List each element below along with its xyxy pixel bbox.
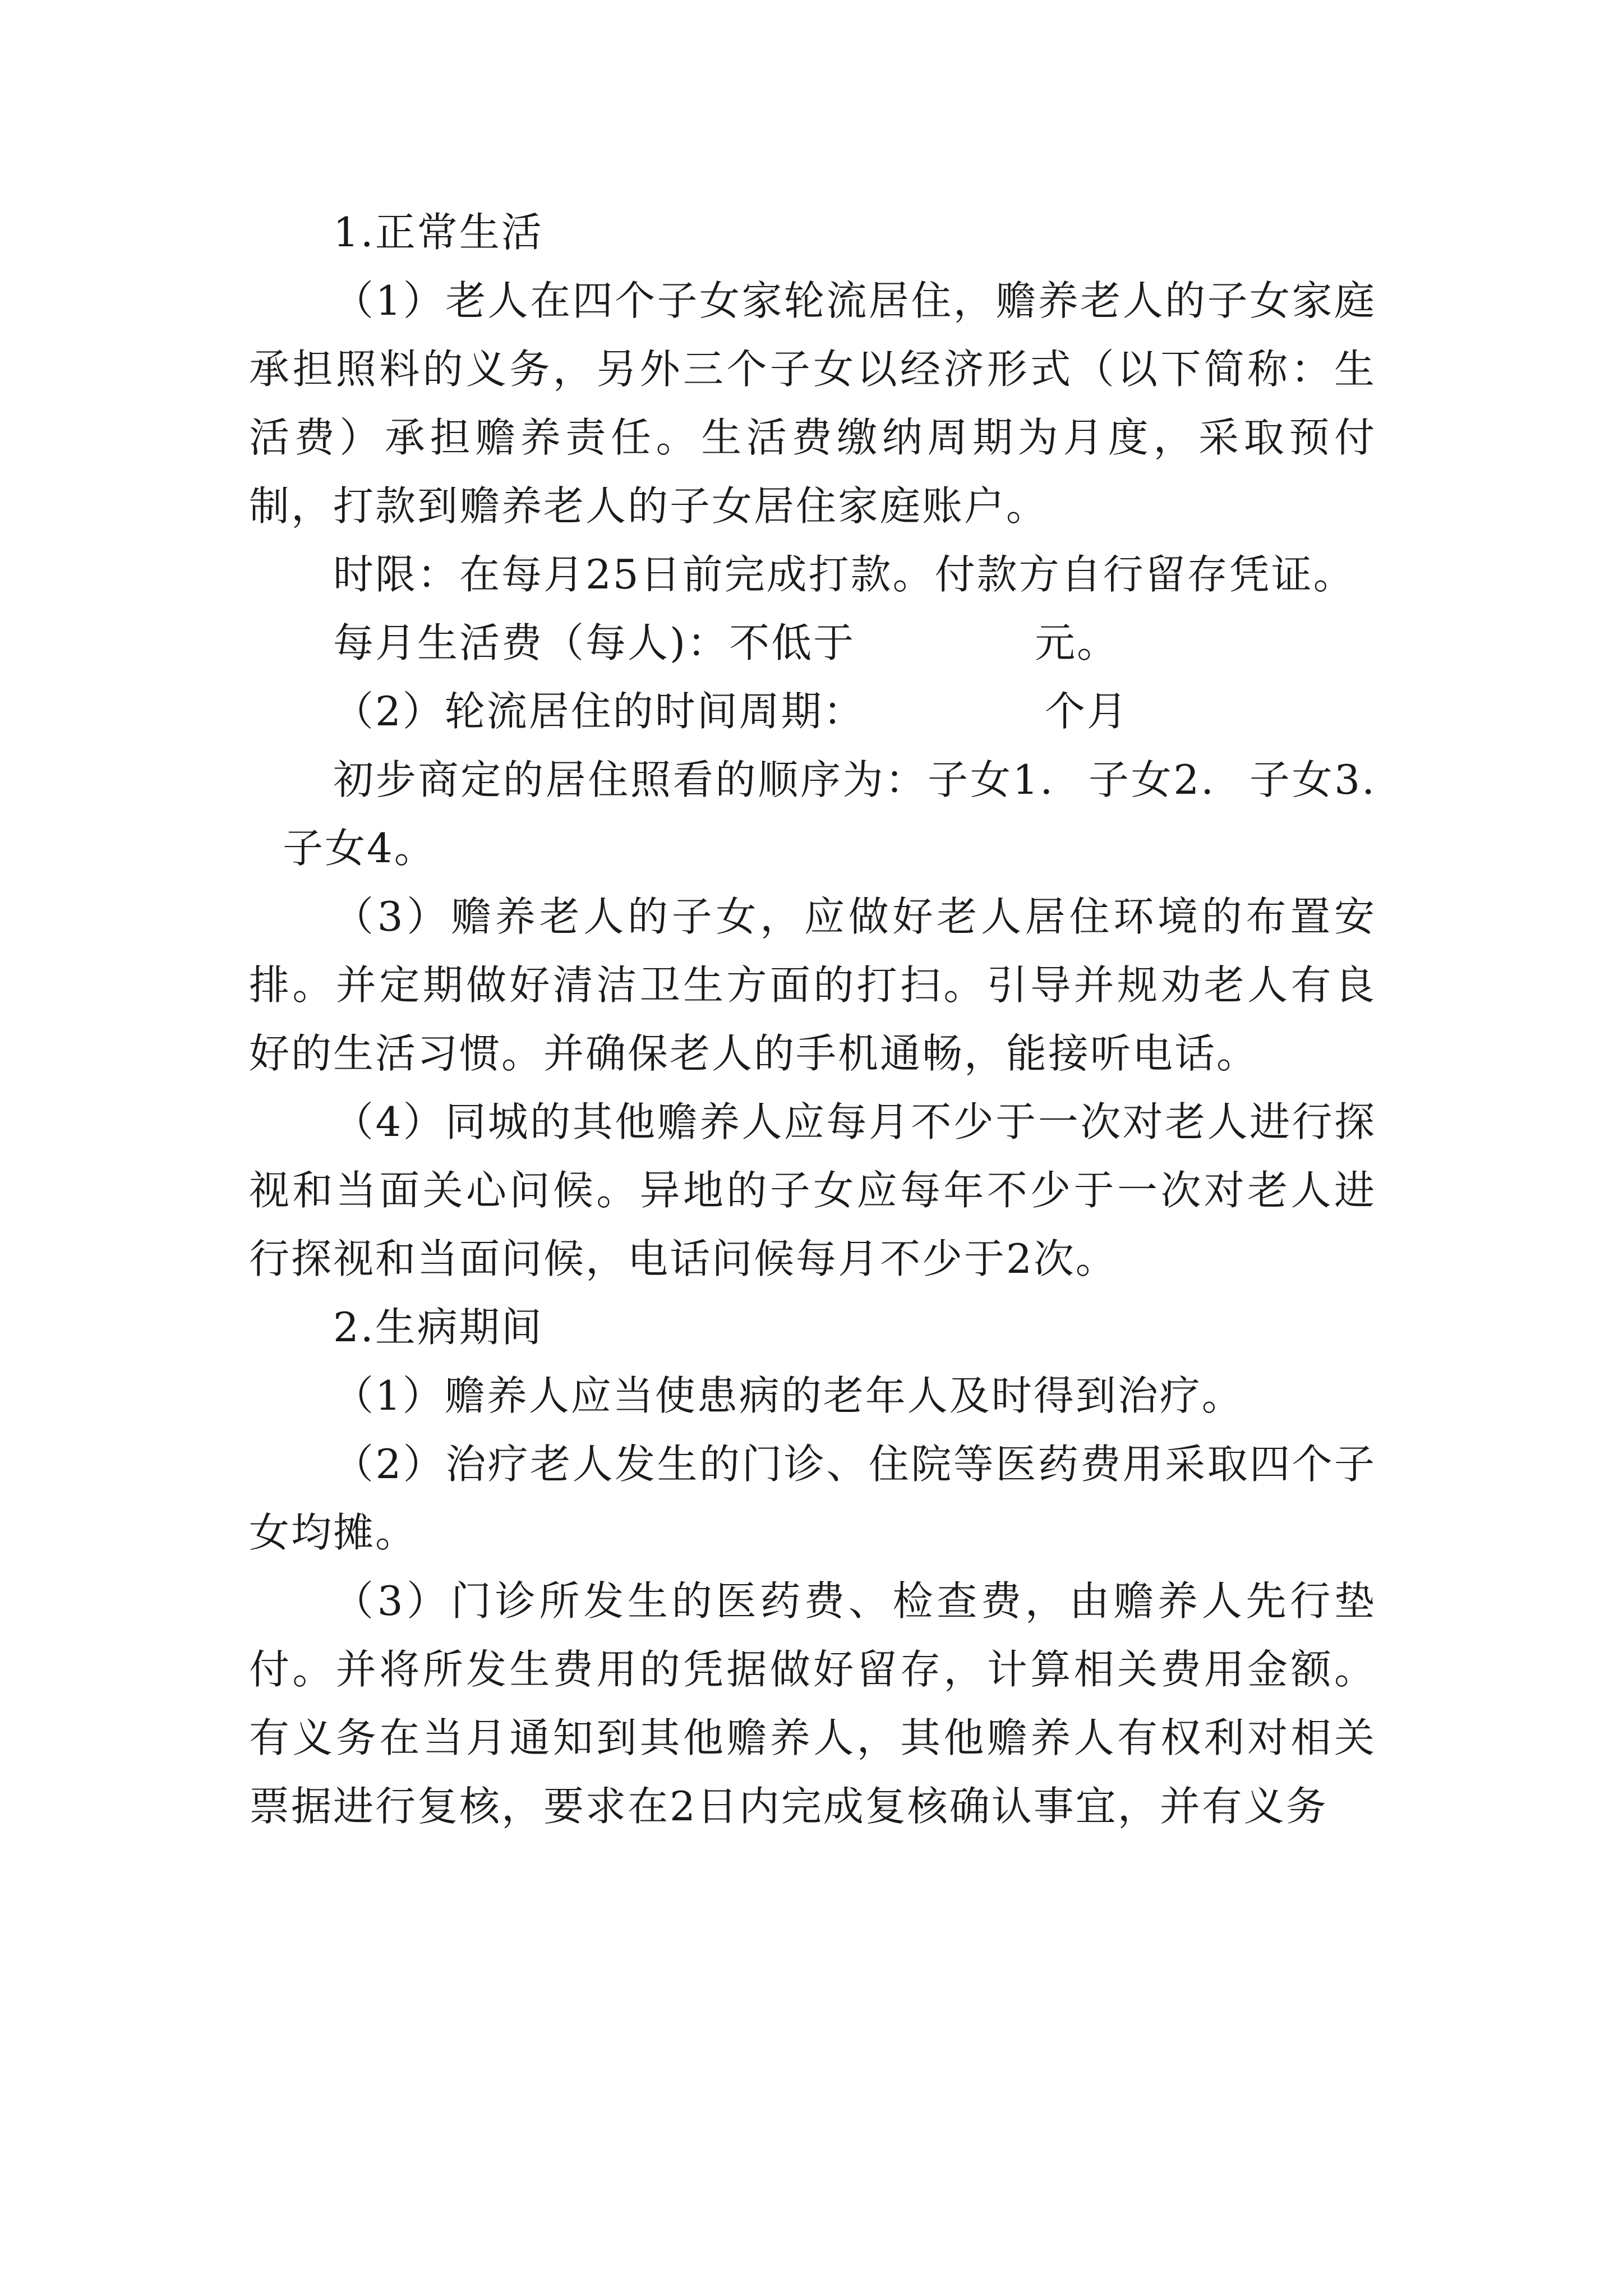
care-order-child-1: 子女1. bbox=[928, 756, 1055, 803]
paragraph-care-order bbox=[249, 746, 1376, 882]
paragraph-visits: （4）同城的其他赡养人应每月不少于一次对老人进行探视和当面关心问候。异地的子女应每年不少于一次对老人进行探视和当面问候，电话问候每月不少于2次。 bbox=[249, 1098, 1376, 1282]
section-heading-normal-life: 1.正常生活 bbox=[333, 209, 543, 256]
care-order-child-3: 子女3. bbox=[1249, 756, 1376, 803]
monthly-fee-unit: 元。 bbox=[1035, 619, 1119, 666]
paragraph-cost-sharing: （2）治疗老人发生的门诊、住院等医药费用采取四个子女均摊。 bbox=[249, 1441, 1376, 1556]
care-order-child-4: 子女4。 bbox=[283, 825, 436, 872]
monthly-fee-label: 每月生活费（每人)：不低于 bbox=[333, 619, 856, 666]
paragraph-living-environment: （3）赡养老人的子女，应做好老人居住环境的布置安排。并定期做好清洁卫生方面的打扫。引导并规劝老人有良好的生活习惯。并确保老人的手机通畅，能接听电话。 bbox=[249, 893, 1376, 1077]
document-body bbox=[249, 198, 1376, 1841]
care-order-child-2: 子女2. bbox=[1088, 756, 1216, 803]
paragraph-payment-deadline: 时限：在每月25日前完成打款。付款方自行留存凭证。 bbox=[333, 551, 1355, 598]
paragraph-outpatient-costs: （3）门诊所发生的医药费、检查费，由赡养人先行垫付。并将所发生费用的凭据做好留存，计算相关费用金额。有义务在当月通知到其他赡养人，其他赡养人有权利对相关票据进行复核，要求在2日内完成复核确认事宜，并有义务 bbox=[249, 1577, 1376, 1830]
rotation-period-label: （2）轮流居住的时间周期： bbox=[333, 688, 865, 735]
section-heading-illness: 2.生病期间 bbox=[333, 1304, 543, 1351]
paragraph-rotation-living: （1）老人在四个子女家轮流居住，赡养老人的子女家庭承担照料的义务，另外三个子女以经济形式（以下简称：生活费）承担赡养责任。生活费缴纳周期为月度，采取预付制，打款到赡养老人的子女居住家庭账户。 bbox=[249, 277, 1376, 530]
paragraph-monthly-fee bbox=[249, 609, 1376, 677]
paragraph-rotation-period bbox=[249, 677, 1376, 746]
care-order-label: 初步商定的居住照看的顺序为： bbox=[333, 756, 928, 803]
rotation-period-unit: 个月 bbox=[1044, 688, 1129, 735]
paragraph-timely-treatment: （1）赡养人应当使患病的老年人及时得到治疗。 bbox=[333, 1372, 1244, 1419]
